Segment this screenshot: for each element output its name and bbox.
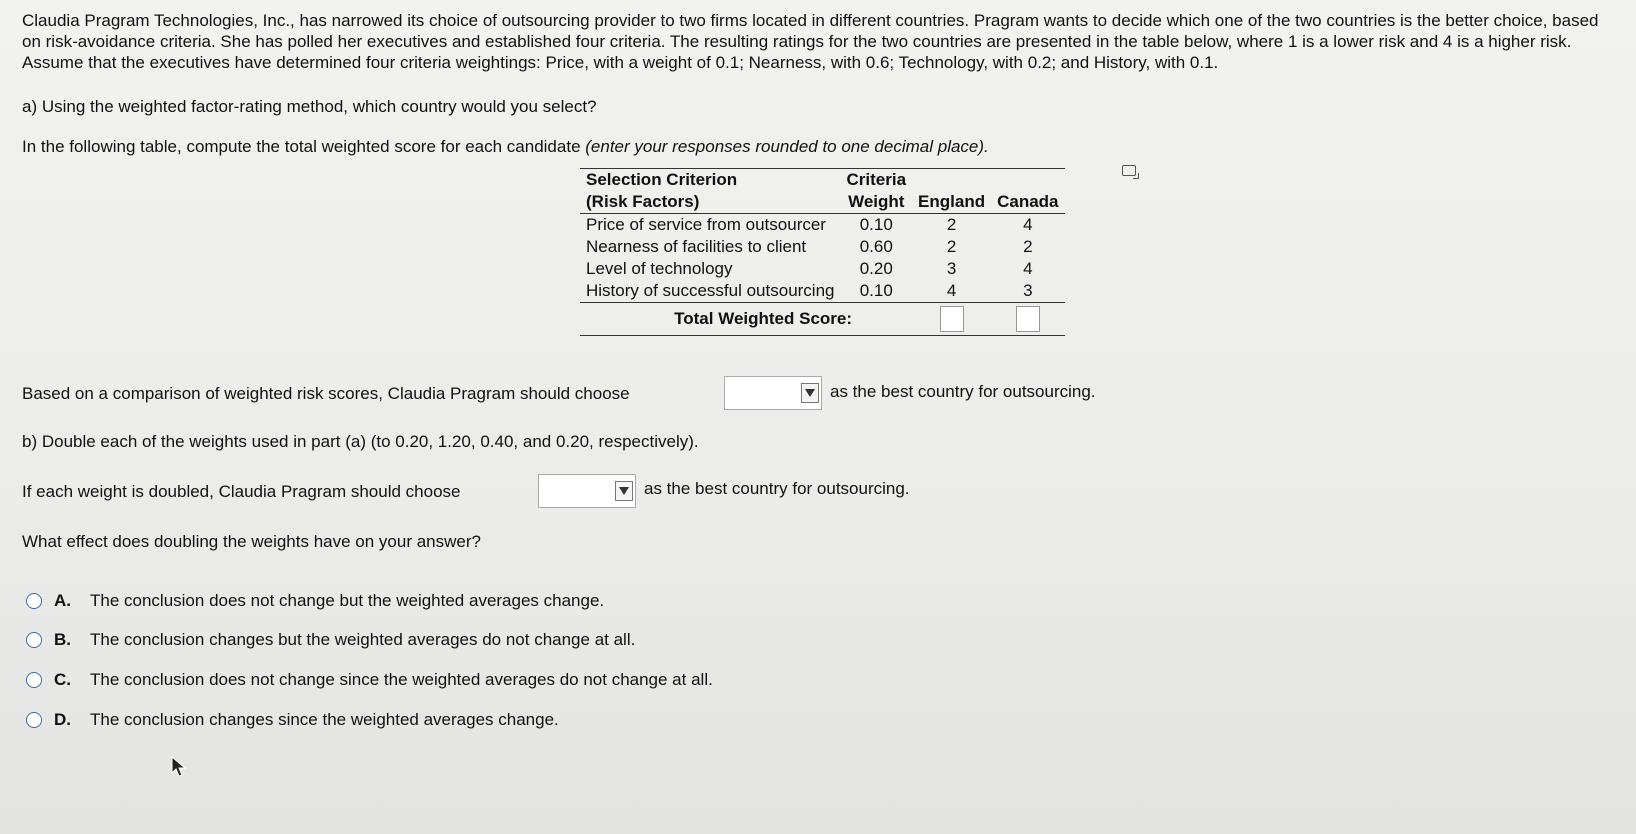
chevron-down-icon[interactable] (615, 481, 633, 501)
radio-button[interactable] (26, 593, 42, 609)
effect-question: What effect does doubling the weights have on your answer? (22, 532, 481, 551)
radio-button[interactable] (26, 712, 42, 728)
criterion-cell: Level of technology (586, 259, 733, 278)
table-row (580, 258, 1065, 280)
weight-cell: 0.60 (859, 237, 893, 256)
canada-total-input[interactable] (1016, 306, 1040, 332)
weight-header-line1: Criteria (841, 169, 913, 192)
canada-rating-cell: 4 (1023, 215, 1033, 234)
weight-header-line2: Weight (841, 191, 913, 214)
part-b-answer-suffix: as the best country for outsourcing. (644, 479, 910, 498)
option-letter: A. (54, 591, 71, 610)
england-total-input[interactable] (940, 306, 964, 332)
option-text: The conclusion changes since the weighted averages change. (90, 710, 559, 729)
canada-rating-cell: 4 (1023, 259, 1033, 278)
criteria-table (580, 168, 1065, 336)
criterion-header-line1: Selection Criterion (580, 169, 841, 192)
england-rating-cell: 2 (946, 215, 957, 234)
radio-button[interactable] (26, 632, 42, 648)
table-instruction-note: (enter your responses rounded to one decimal place). (585, 137, 989, 156)
header-spacer-canada (991, 169, 1064, 192)
criterion-cell: History of successful outsourcing (586, 281, 835, 300)
canada-rating-cell: 3 (1023, 281, 1033, 300)
criteria-table-container (580, 168, 1140, 336)
canada-header: Canada (991, 191, 1064, 214)
criterion-header-line2: (Risk Factors) (580, 191, 841, 214)
part-b-question: b) Double each of the weights used in part (a) (to 0.20, 1.20, 0.40, and 0.20, respectively). (22, 432, 699, 451)
table-row (580, 280, 1065, 303)
part-a-answer-suffix: as the best country for outsourcing. (830, 382, 1096, 401)
table-row (580, 214, 1065, 237)
part-a-answer-prefix: Based on a comparison of weighted risk scores, Claudia Pragram should choose (22, 384, 630, 403)
radio-button[interactable] (26, 672, 42, 688)
england-total-cell (912, 303, 991, 336)
option-letter: D. (54, 710, 71, 729)
option-text: The conclusion does not change since the weighted averages do not change at all. (90, 670, 713, 689)
total-row (580, 303, 1065, 336)
weight-cell: 0.20 (859, 259, 893, 278)
table-instruction-text: In the following table, compute the total weighted score for each candidate (22, 137, 586, 156)
criterion-cell: Nearness of facilities to client (586, 237, 807, 256)
weight-cell: 0.10 (859, 281, 893, 300)
part-a-question: a) Using the weighted factor-rating method, which country would you select? (22, 97, 597, 116)
option-text: The conclusion does not change but the weighted averages change. (90, 591, 605, 610)
chevron-down-icon[interactable] (801, 383, 819, 403)
option-text: The conclusion changes but the weighted averages do not change at all. (90, 630, 636, 649)
table-instruction (22, 137, 989, 157)
england-rating-cell: 4 (946, 281, 957, 300)
table-row (580, 236, 1065, 258)
intro-text: Claudia Pragram Technologies, Inc., has narrowed its choice of outsourcing provider to two firms located in different countries. Pragram wants to decide which one of the two countries is the better choice, based on risk-avoidance criteria. She has polled her executives and established four criteria. The resulting ratings for the two countries are presented in the table below, where 1 is a lower risk and 4 is a higher risk. Assume that the executives have determined four criteria weightings: Price, with a weight of 0.1; Nearness, with 0.6; Technology, with 0.2; and History, with 0.1. (22, 11, 1599, 72)
weight-cell: 0.10 (859, 215, 893, 234)
option-letter: C. (54, 670, 71, 689)
mouse-pointer-icon (170, 755, 190, 779)
header-spacer-england (912, 169, 991, 192)
part-b-country-dropdown[interactable] (538, 474, 636, 508)
part-a-country-dropdown[interactable] (724, 376, 822, 410)
england-rating-cell: 3 (946, 259, 957, 278)
total-weighted-score-label: Total Weighted Score: (580, 303, 912, 336)
criterion-cell: Price of service from outsourcer (586, 215, 826, 234)
option-letter: B. (54, 630, 71, 649)
canada-rating-cell: 2 (1023, 237, 1033, 256)
england-rating-cell: 2 (946, 237, 957, 256)
canada-total-cell (991, 303, 1064, 336)
england-header: England (912, 191, 991, 214)
part-b-answer-prefix: If each weight is doubled, Claudia Pragram should choose (22, 482, 461, 501)
